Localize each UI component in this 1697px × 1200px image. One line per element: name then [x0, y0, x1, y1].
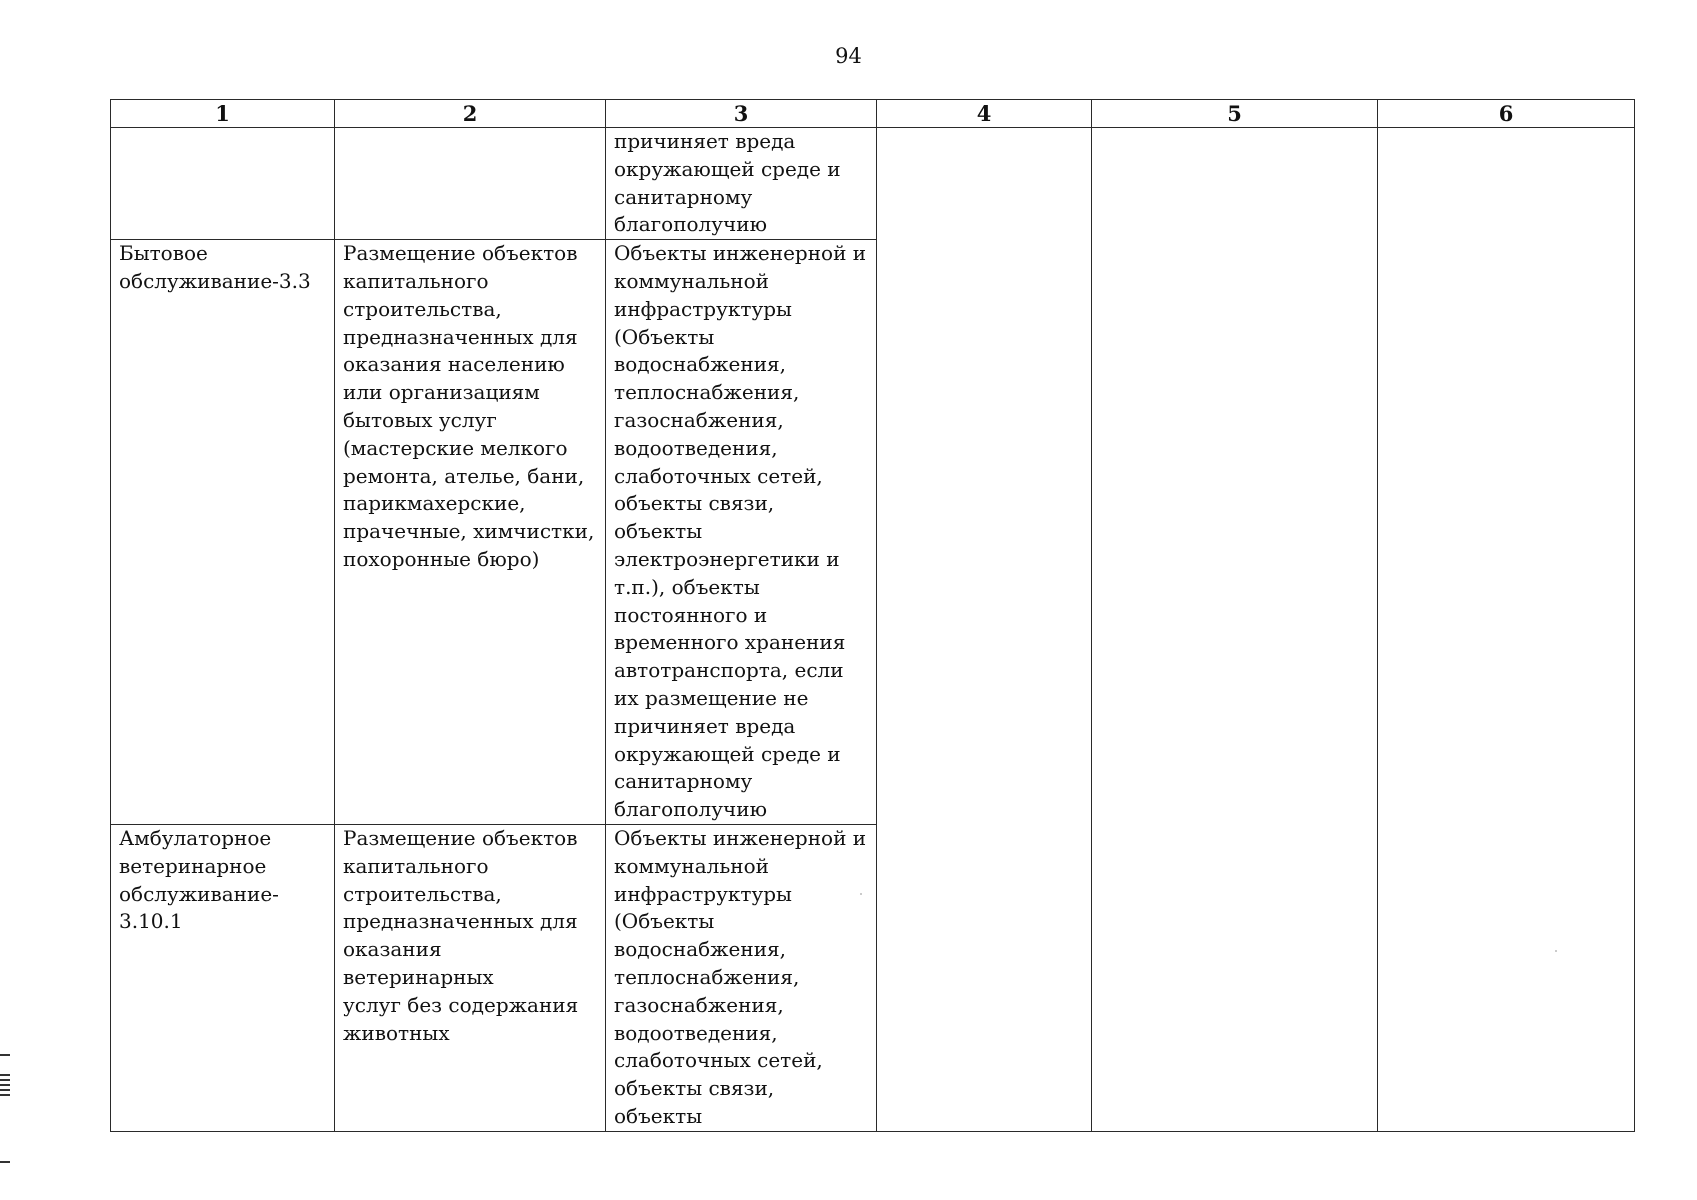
- header-cell-3: 3: [606, 100, 877, 128]
- row1-col3: причиняет вреда окружающей среде и санитарному благополучию: [606, 128, 877, 240]
- merged-col4: [877, 128, 1092, 1132]
- row3-col1: Амбулаторное ветеринарное обслуживание- 3.10.1: [111, 824, 335, 1131]
- row3-col2: Размещение объектов капитального строительства, предназначенных для оказания ветеринарных услуг без содержания животных: [335, 824, 606, 1131]
- scan-edge-marks: [0, 1050, 12, 1180]
- zoning-table: [110, 99, 1635, 1132]
- scan-speck: [860, 893, 862, 895]
- row1-col1: [111, 128, 335, 240]
- header-cell-6: 6: [1378, 100, 1635, 128]
- header-cell-5: 5: [1092, 100, 1378, 128]
- row2-col3: Объекты инженерной и коммунальной инфраструктуры (Объекты водоснабжения, теплоснабжения, газоснабжения, водоотведения, слаботочных сетей, объекты связи, объекты электроэнергетики и т.п.), объекты постоянного и временного хранения автотранспорта, если их размещение не причиняет вреда окружающей среде и санитарному благополучию: [606, 240, 877, 825]
- table-header-row: [111, 100, 1635, 128]
- table-row: [111, 128, 1635, 240]
- header-cell-1: 1: [111, 100, 335, 128]
- header-cell-2: 2: [335, 100, 606, 128]
- row1-col2: [335, 128, 606, 240]
- row3-col3: Объекты инженерной и коммунальной инфраструктуры (Объекты водоснабжения, теплоснабжения, газоснабжения, водоотведения, слаботочных сетей, объекты связи, объекты: [606, 824, 877, 1131]
- page-number: 94: [835, 44, 862, 68]
- row2-col1: Бытовое обслуживание-3.3: [111, 240, 335, 825]
- row2-col2: Размещение объектов капитального строительства, предназначенных для оказания населению или организациям бытовых услуг (мастерские мелкого ремонта, ателье, бани, парикмахерские, прачечные, химчистки, похоронные бюро): [335, 240, 606, 825]
- merged-col5: [1092, 128, 1378, 1132]
- scan-speck: [1555, 950, 1557, 952]
- merged-col6: [1378, 128, 1635, 1132]
- header-cell-4: 4: [877, 100, 1092, 128]
